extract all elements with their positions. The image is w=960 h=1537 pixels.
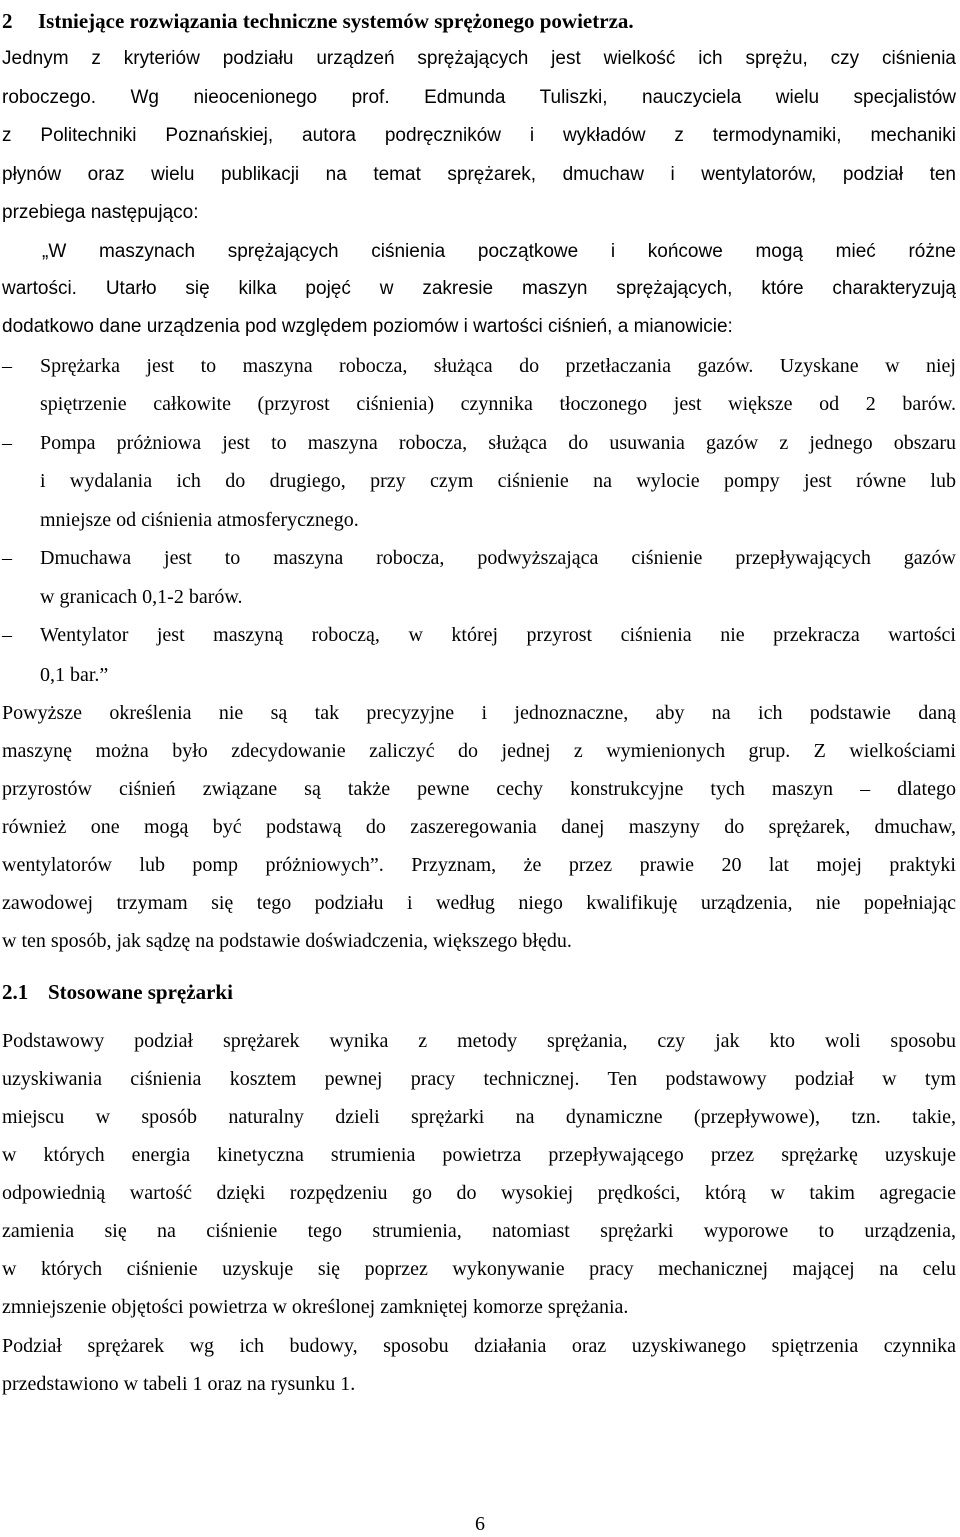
paragraph-line: w których energia kinetyczna strumienia powietrza przepływającego przez sprężarkę uzyskuje xyxy=(2,1144,956,1166)
intro-line: przebiega następująco: xyxy=(2,202,199,223)
intro-line: z Politechniki Poznańskiej, autora podręczników i wykładów z termodynamiki, mechaniki xyxy=(2,125,956,146)
list-item-line: i wydalania ich do drugiego, przy czym ciśnienie na wylocie pompy jest równe lub xyxy=(40,470,956,492)
list-item-line: Pompa próżniowa jest to maszyna robocza, służąca do usuwania gazów z jednego obszaru xyxy=(40,432,956,454)
section-number: 2 xyxy=(2,9,13,33)
list-item-line: Wentylator jest maszyną roboczą, w której przyrost ciśnienia nie przekracza wartości xyxy=(40,624,956,646)
list-item-line: spiętrzenie całkowite (przyrost ciśnienia) czynnika tłoczonego jest większe od 2 barów. xyxy=(40,393,956,415)
paragraph-line: Podział sprężarek wg ich budowy, sposobu działania oraz uzyskiwanego spiętrzenia czynnika xyxy=(2,1335,956,1357)
list-dash: – xyxy=(2,432,12,454)
list-item-line: Sprężarka jest to maszyna robocza, służąca do przetłaczania gazów. Uzyskane w niej xyxy=(40,355,956,377)
paragraph-line: zawodowej trzymam się tego podziału i według niego kwalifikuję urządzenia, nie popełniając xyxy=(2,892,956,914)
paragraph-line: zamienia się na ciśnienie tego strumienia, natomiast sprężarki wyporowe to urządzenia, xyxy=(2,1220,956,1242)
paragraph-line: przedstawiono w tabeli 1 oraz na rysunku 1. xyxy=(2,1373,356,1395)
quote-line: wartości. Utarło się kilka pojęć w zakresie maszyn sprężających, które charakteryzują xyxy=(2,278,956,299)
list-dash: – xyxy=(2,624,12,646)
intro-line: roboczego. Wg nieocenionego prof. Edmunda Tuliszki, nauczyciela wielu specjalistów xyxy=(2,87,956,108)
paragraph-line: zmniejszenie objętości powietrza w określonej zamkniętej komorze sprężania. xyxy=(2,1296,629,1318)
paragraph-line: wentylatorów lub pomp próżniowych”. Przyznam, że przez prawie 20 lat mojej praktyki xyxy=(2,854,956,876)
list-item-line: mniejsze od ciśnienia atmosferycznego. xyxy=(40,509,359,531)
paragraph-line: odpowiednią wartość dzięki rozpędzeniu go do wysokiej prędkości, którą w takim agregacie xyxy=(2,1182,956,1204)
paragraph-line: miejscu w sposób naturalny dzieli sprężarki na dynamiczne (przepływowe), tzn. takie, xyxy=(2,1106,956,1128)
list-dash: – xyxy=(2,547,12,569)
paragraph-line: przyrostów ciśnień związane są także pewne cechy konstrukcyjne tych maszyn – dlatego xyxy=(2,778,956,800)
list-dash: – xyxy=(2,355,12,377)
paragraph-line: w ten sposób, jak sądzę na podstawie doświadczenia, większego błędu. xyxy=(2,930,572,952)
list-item-line: w granicach 0,1-2 barów. xyxy=(40,586,243,608)
quote-line: „W maszynach sprężających ciśnienia początkowe i końcowe mogą mieć różne xyxy=(42,241,956,262)
intro-line: płynów oraz wielu publikacji na temat sprężarek, dmuchaw i wentylatorów, podział ten xyxy=(2,164,956,185)
paragraph-line: w których ciśnienie uzyskuje się poprzez wykonywanie pracy mechanicznej mającej na celu xyxy=(2,1258,956,1280)
paragraph-line: uzyskiwania ciśnienia kosztem pewnej pracy technicznej. Ten podstawowy podział w tym xyxy=(2,1068,956,1090)
section-title: Istniejące rozwiązania techniczne systemów sprężonego powietrza. xyxy=(38,9,634,33)
intro-line: Jednym z kryteriów podziału urządzeń sprężających jest wielkość ich sprężu, czy ciśnienia xyxy=(2,48,956,69)
paragraph-line: maszynę można było zdecydowanie zaliczyć do jednej z wymienionych grup. Z wielkościami xyxy=(2,740,956,762)
list-item-line: 0,1 bar.” xyxy=(40,664,109,686)
quote-line: dodatkowo dane urządzenia pod względem poziomów i wartości ciśnień, a mianowicie: xyxy=(2,316,733,337)
subsection-title: Stosowane sprężarki xyxy=(48,980,233,1004)
paragraph-line: również one mogą być podstawą do zaszeregowania danej maszyny do sprężarek, dmuchaw, xyxy=(2,816,956,838)
paragraph-line: Powyższe określenia nie są tak precyzyjne i jednoznaczne, aby na ich podstawie daną xyxy=(2,702,956,724)
subsection-number: 2.1 xyxy=(2,980,29,1004)
page-number: 6 xyxy=(475,1513,485,1535)
paragraph-line: Podstawowy podział sprężarek wynika z metody sprężania, czy jak kto woli sposobu xyxy=(2,1030,956,1052)
list-item-line: Dmuchawa jest to maszyna robocza, podwyższająca ciśnienie przepływających gazów xyxy=(40,547,956,569)
